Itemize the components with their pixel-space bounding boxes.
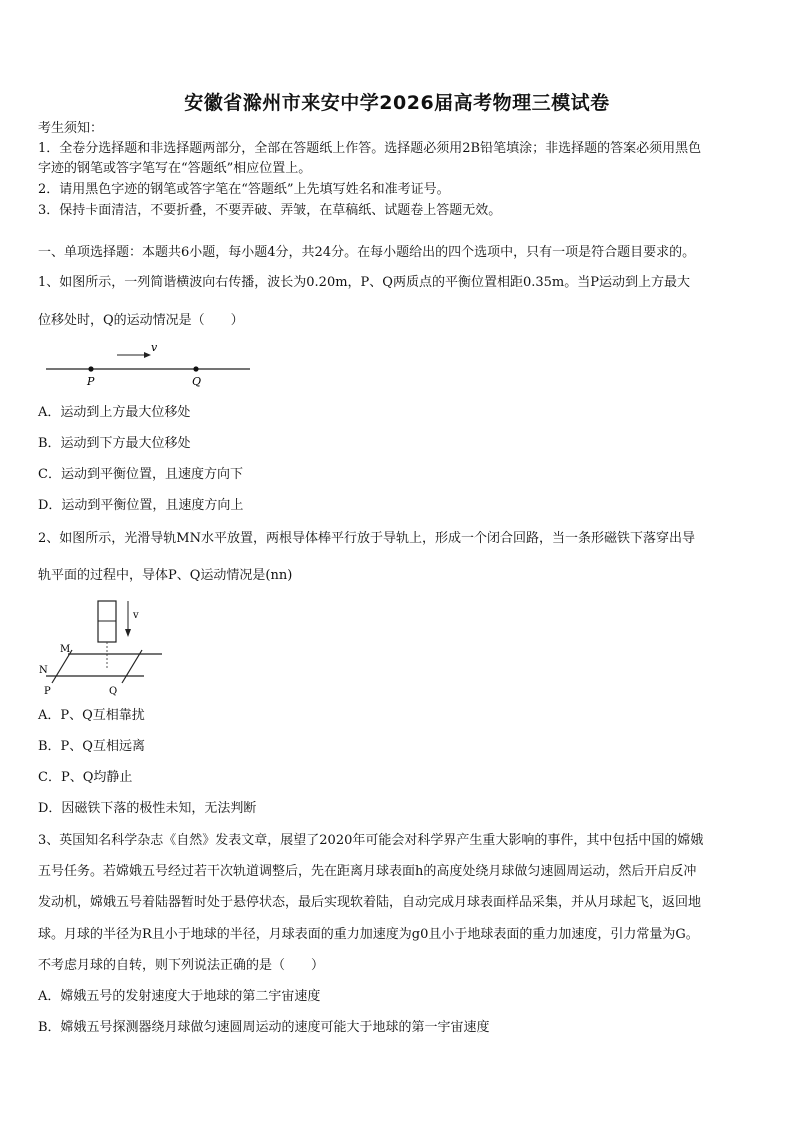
q2-option-d: D．因磁铁下落的极性未知，无法判断 (38, 801, 257, 816)
q1-option-c: C．运动到平衡位置，且速度方向下 (38, 467, 243, 482)
q1-point-p (88, 366, 93, 371)
notice-item-3: 3．保持卡面清洁，不要折叠，不要弄破、弄皱，在草稿纸、试题卷上答题无效。 (38, 203, 502, 218)
q2-label-v: v (133, 610, 139, 621)
q2-label-n: N (39, 665, 48, 676)
q1-stem-line1: 1、如图所示，一列简谐横波向右传播，波长为0.20m，P、Q两质点的平衡位置相距0.35m。当P运动到上方最大 (38, 275, 690, 290)
q2-stem-line2: 轨平面的过程中，导体P、Q运动情况是(nn) (38, 568, 293, 583)
q2-label-m: M (60, 644, 71, 655)
q1-label-q: Q (192, 375, 202, 388)
q2-option-c: C．P、Q均静止 (38, 770, 133, 785)
notice-item-1: 1．全卷分选择题和非选择题两部分，全部在答题纸上作答。选择题必须用2B铅笔填涂；非选择题的答案必须用黑色 (38, 141, 702, 156)
q1-arrow-head (144, 352, 151, 358)
q3-option-b: B．嫦娥五号探测器绕月球做匀速圆周运动的速度可能大于地球的第一宇宙速度 (38, 1020, 490, 1035)
q1-stem-line2: 位移处时，Q的运动情况是（ ） (38, 313, 244, 328)
q3-stem-line1: 3、英国知名科学杂志《自然》发表文章，展望了2020年可能会对科学界产生重大影响的事件，其中包括中国的嫦娥 (38, 833, 704, 848)
q2-magnet-figure (38, 596, 178, 700)
q3-stem-line4: 球。月球的半径为R且小于地球的半径，月球表面的重力加速度为g0且小于地球表面的重力加速度，引力常量为G。 (38, 927, 699, 942)
q1-label-p: P (87, 375, 95, 388)
q1-option-b: B．运动到下方最大位移处 (38, 436, 191, 451)
q1-point-q (193, 366, 198, 371)
q1-option-a: A．运动到上方最大位移处 (38, 405, 191, 420)
q2-rod-q (122, 650, 142, 683)
q2-option-a: A．P、Q互相靠扰 (38, 708, 145, 723)
q2-label-p: P (44, 686, 51, 697)
q3-option-a: A．嫦娥五号的发射速度大于地球的第二宇宙速度 (38, 989, 321, 1004)
q3-stem-line5: 不考虑月球的自转，则下列说法正确的是（ ） (38, 958, 325, 973)
notice-item-2: 2．请用黑色字迹的钢笔或答字笔在“答题纸”上先填写姓名和准考证号。 (38, 182, 450, 197)
section-heading: 一、单项选择题：本题共6小题，每小题4分，共24分。在每小题给出的四个选项中，只有一项是符合题目要求的。 (38, 245, 696, 260)
q3-stem-line2: 五号任务。若嫦娥五号经过若干次轨道调整后，先在距离月球表面h的高度处绕月球做匀速圆周运动，然后开启反冲 (38, 864, 697, 879)
q2-option-b: B．P、Q互相远离 (38, 739, 145, 754)
q1-wave-figure (40, 338, 260, 392)
q3-stem-line3: 发动机，嫦娥五号着陆器暂时处于悬停状态，最后实现软着陆，自动完成月球表面样品采集，并从月球起飞，返回地 (38, 895, 702, 910)
notice-item-1-cont: 字迹的钢笔或答字笔写在“答题纸”相应位置上。 (38, 161, 312, 176)
q1-label-v: v (151, 341, 158, 354)
exam-title: 安徽省滁州市来安中学2026届高考物理三模试卷 (184, 92, 610, 114)
q1-option-d: D．运动到平衡位置，且速度方向上 (38, 498, 244, 513)
q2-stem-line1: 2、如图所示，光滑导轨MN水平放置，两根导体棒平行放于导轨上，形成一个闭合回路，当一条形磁铁下落穿出导 (38, 531, 695, 546)
q2-label-q: Q (109, 686, 118, 697)
notice-heading: 考生须知： (38, 121, 104, 136)
